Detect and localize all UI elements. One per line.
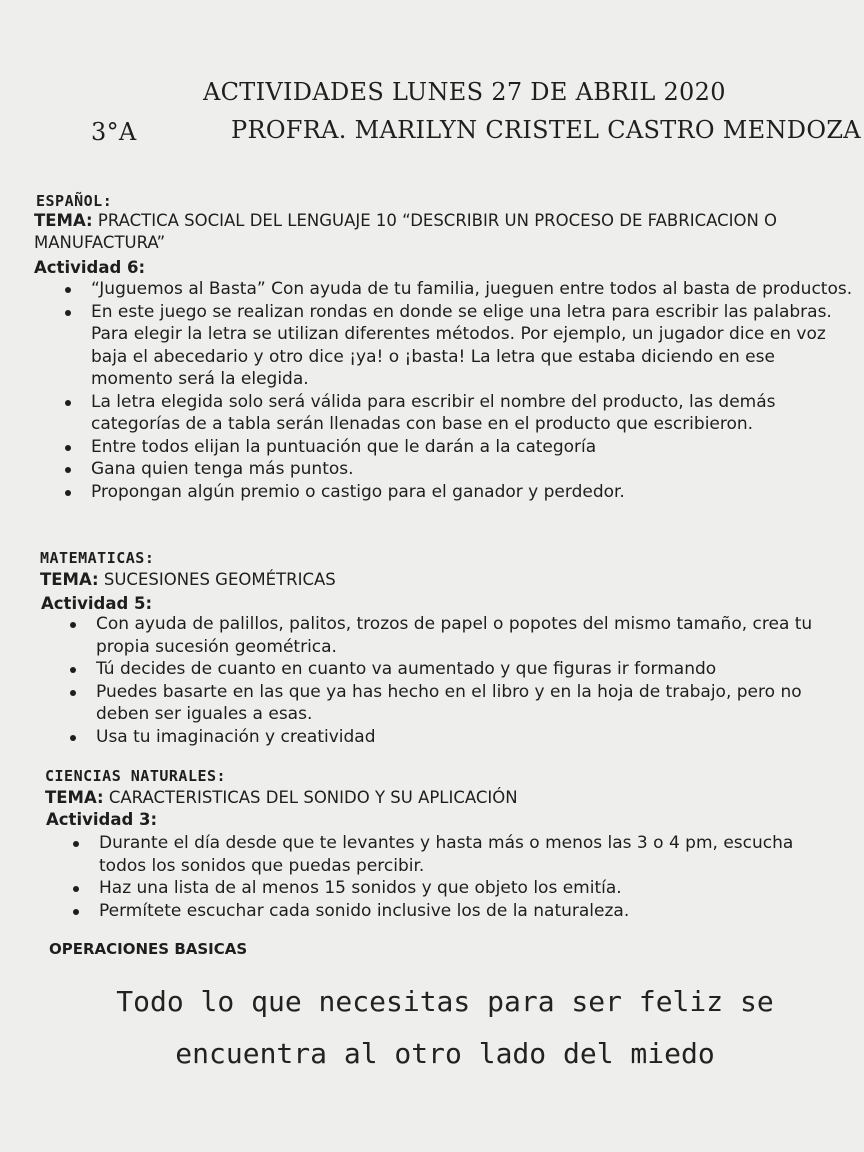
list-item: En este juego se realizan rondas en donde se elige una letra para escribir las palabras. Para elegir la letra se utilizan diferentes métodos. Por ejemplo, un jugador dice en voz baja el abecedario y otro dice ¡ya! o ¡basta! La letra que estaba diciendo en ese momento será la elegida. xyxy=(91,301,859,391)
page-title: ACTIVIDADES LUNES 27 DE ABRIL 2020 xyxy=(203,78,726,106)
tema-label: TEMA: xyxy=(40,570,99,589)
list-item: Entre todos elijan la puntuación que le darán a la categoría xyxy=(91,436,859,459)
section-heading-matematicas: MATEMATICAS: xyxy=(40,549,155,567)
tema-label: TEMA: xyxy=(45,788,104,807)
tema-text: PRACTICA SOCIAL DEL LENGUAJE 10 “DESCRIBIR UN PROCESO DE FABRICACION O MANUFACTURA” xyxy=(34,211,778,252)
motivational-quote xyxy=(60,976,830,1080)
list-item: “Juguemos al Basta” Con ayuda de tu familia, jueguen entre todos al basta de productos. xyxy=(91,278,859,301)
list-item: Haz una lista de al menos 15 sonidos y que objeto los emitía. xyxy=(99,877,839,900)
activity-label-espanol: Actividad 6: xyxy=(34,258,146,277)
tema-espanol xyxy=(34,210,834,254)
list-item: Puedes basarte en las que ya has hecho en el libro y en la hoja de trabajo, pero no deben ser iguales a esas. xyxy=(96,681,851,726)
list-item: Gana quien tenga más puntos. xyxy=(91,458,859,481)
tema-ciencias xyxy=(45,787,825,809)
tema-label: TEMA: xyxy=(34,211,93,230)
tema-text: CARACTERISTICAS DEL SONIDO Y SU APLICACIÓN xyxy=(108,788,518,807)
list-item: Con ayuda de palillos, palitos, trozos de papel o popotes del mismo tamaño, crea tu propia sucesión geométrica. xyxy=(96,613,851,658)
quote-line-1: Todo lo que necesitas para ser feliz se xyxy=(116,985,774,1018)
activity-list-ciencias xyxy=(99,832,839,922)
list-item: Permítete escuchar cada sonido inclusive los de la naturaleza. xyxy=(99,900,839,923)
list-item: Usa tu imaginación y creatividad xyxy=(96,726,851,749)
activity-label-matematicas: Actividad 5: xyxy=(41,594,153,613)
quote-line-2: encuentra al otro lado del miedo xyxy=(175,1037,715,1070)
activity-list-matematicas xyxy=(96,613,851,748)
section-heading-operaciones: OPERACIONES BASICAS xyxy=(49,940,248,958)
list-item: Tú decides de cuanto en cuanto va aumentado y que figuras ir formando xyxy=(96,658,851,681)
list-item: La letra elegida solo será válida para escribir el nombre del producto, las demás categorías de a tabla serán llenadas con base en el producto que escribieron. xyxy=(91,391,859,436)
list-item: Propongan algún premio o castigo para el ganador y perdedor. xyxy=(91,481,859,504)
activity-list-espanol xyxy=(91,278,859,503)
teacher-name: PROFRA. MARILYN CRISTEL CASTRO MENDOZA xyxy=(231,116,861,144)
section-heading-ciencias: CIENCIAS NATURALES: xyxy=(45,767,227,785)
group-label: 3°A xyxy=(91,118,137,146)
tema-matematicas xyxy=(40,569,820,591)
list-item: Durante el día desde que te levantes y hasta más o menos las 3 o 4 pm, escucha todos los sonidos que puedas percibir. xyxy=(99,832,839,877)
tema-text: SUCESIONES GEOMÉTRICAS xyxy=(103,570,336,589)
section-heading-espanol: ESPAÑOL: xyxy=(36,192,113,210)
activity-label-ciencias: Actividad 3: xyxy=(46,810,158,829)
